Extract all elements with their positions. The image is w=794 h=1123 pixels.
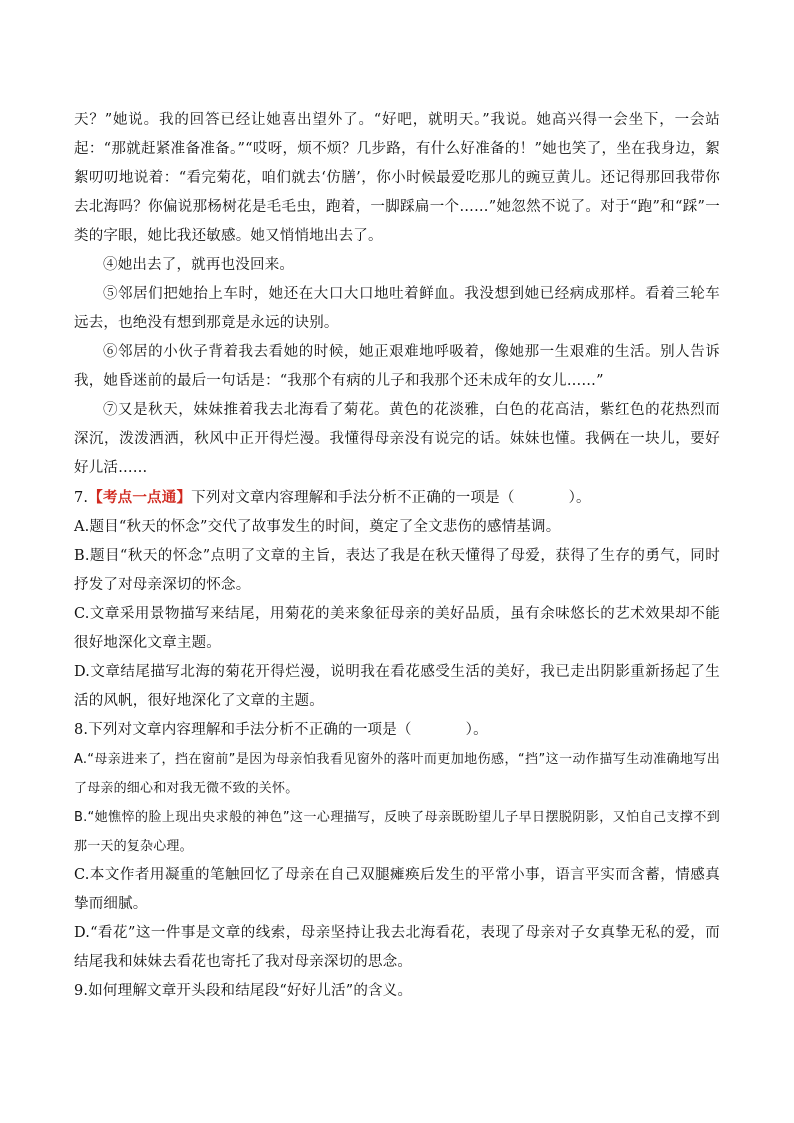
passage-paragraph-4: ④她出去了，就再也没回来。 [103,257,295,273]
question-7-option-a: A.题目“秋天的怀念”交代了故事发生的时间，奠定了全文悲伤的感情基调。 [74,519,561,535]
question-7-text: 下列对文章内容理解和手法分析不正确的一项是（ [191,490,515,506]
question-8-stem [74,716,720,745]
passage-paragraph-5: ⑤邻居们把她抬上车时，她还在大口大口地吐着鲜血。我没想到她已经病成那样。看着三轮车远去，也绝没有想到那竟是永远的诀别。 [74,286,720,331]
question-7-text-end: ）。 [568,490,591,506]
question-7-stem [74,483,720,513]
question-8-option-d: D.“看花”这一件事是文章的线索，母亲坚持让我去北海看花，表现了母亲对子女真挚无私的爱，而结尾我和妹妹去看花也寄托了我对母亲深切的思念。 [74,925,720,970]
question-8-option-c: C.本文作者用凝重的笔触回忆了母亲在自己双腿瘫痪后发生的平常小事，语言平实而含蓄，情感真挚而细腻。 [74,867,720,912]
question-9-stem: 9.如何理解文章开头段和结尾段“好好儿活”的含义。 [74,983,413,999]
document-content [74,106,720,1006]
question-7-tag: 【考点一点通】 [88,489,192,506]
question-8-text-end: ）。 [465,722,488,738]
passage-paragraph-7: ⑦又是秋天，妹妹推着我去北海看了菊花。黄色的花淡雅，白色的花高洁，紫红色的花热烈而深沉，泼泼洒洒，秋风中正开得烂漫。我懂得母亲没有说完的话。妹妹也懂。我俩在一块儿，要好好儿活…… [74,402,720,476]
passage-paragraph-6: ⑥邻居的小伙子背着我去看她的时候，她正艰难地呼吸着，像她那一生艰难的生活。别人告诉我，她昏迷前的最后一句话是：“我那个有病的儿子和我那个还未成年的女儿……” [74,344,720,389]
question-7-option-b: B.题目“秋天的怀念”点明了文章的主旨，表达了我是在秋天懂得了母爱，获得了生存的勇气，同时抒发了对母亲深切的怀念。 [74,548,720,593]
question-7-option-d: D.文章结尾描写北海的菊花开得烂漫，说明我在看花感受生活的美好，我已走出阴影重新扬起了生活的风帆，很好地深化了文章的主题。 [74,664,720,709]
question-7-option-c: C.文章采用景物描写来结尾，用菊花的美来象征母亲的美好品质，虽有余味悠长的艺术效果却不能很好地深化文章主题。 [74,606,720,651]
question-7-number: 7. [74,490,89,506]
question-8-text: 8.下列对文章内容理解和手法分析不正确的一项是（ [74,722,412,738]
question-8-option-b: B.“她憔悴的脸上现出央求般的神色”这一心理描写，反映了母亲既盼望儿子早日摆脱阴影，又怕自己支撑不到那一天的复杂心理。 [74,810,720,854]
question-8-option-a: A.“母亲进来了，挡在窗前”是因为母亲怕我看见窗外的落叶而更加地伤感，“挡”这一动作描写生动准确地写出了母亲的细心和对我无微不致的关怀。 [74,752,720,796]
passage-paragraph-3-continued: 天？”她说。我的回答已经让她喜出望外了。“好吧，就明天。”我说。她高兴得一会坐下，一会站起：“那就赶紧准备准备。”“哎呀，烦不烦？几步路，有什么好准备的！”她也笑了，坐在我身边，絮絮叨叨地说着：“看完菊花，咱们就去‘仿膳’，你小时候最爱吃那儿的豌豆黄儿。还记得那回我带你去北海吗？你偏说那杨树花是毛毛虫，跑着，一脚踩扁一个……”她忽然不说了。对于“跑”和“踩”一类的字眼，她比我还敏感。她又悄悄地出去了。 [74,112,720,244]
